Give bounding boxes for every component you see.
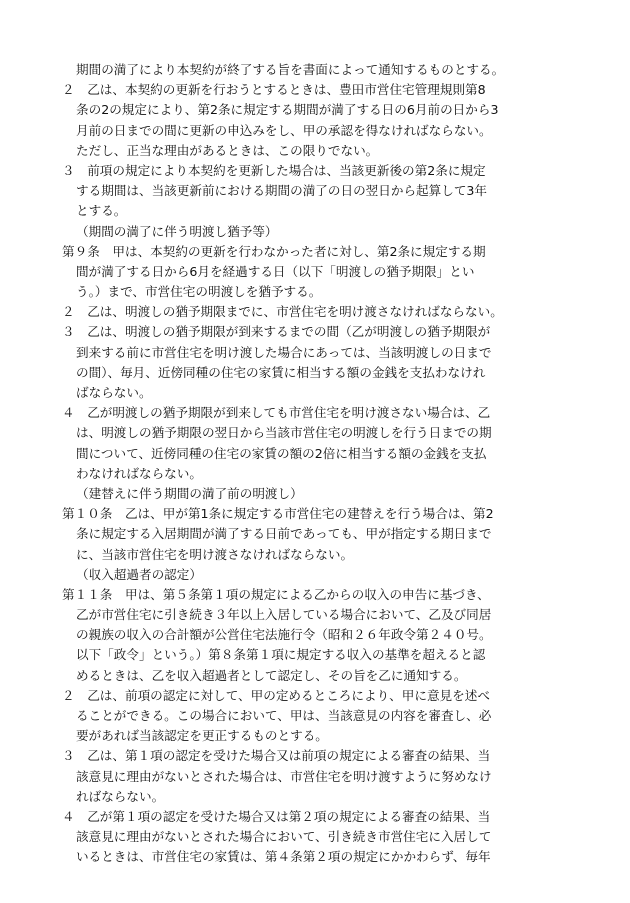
text-line: いるときは、市営住宅の家賃は、第４条第２項の規定にかかわらず、毎年 bbox=[76, 849, 491, 865]
text-line: 第１１条 甲は、第５条第１項の規定による乙からの収入の申告に基づき、 bbox=[62, 586, 490, 602]
text-line: 該意見に理由がないとされた場合は、市営住宅を明け渡すように努めなけ bbox=[76, 768, 492, 784]
text-line: う。）まで、市営住宅の明渡しを猶予する。 bbox=[76, 284, 322, 300]
text-line: 乙が市営住宅に引き続き３年以上入居している場合において、乙及び同居 bbox=[76, 607, 492, 623]
text-line: 月前の日までの間に更新の申込みをし、甲の承認を得なければならない。 bbox=[76, 122, 492, 138]
text-line: 期間の満了により本契約が終了する旨を書面によって通知するものとする。 bbox=[76, 62, 505, 77]
text-line: ればならない。 bbox=[76, 788, 165, 804]
text-line: めるときは、乙を収入超過者として認定し、その旨を乙に通知する。 bbox=[76, 667, 467, 683]
text-line: は、明渡しの猶予期限の翌日から当該市営住宅の明渡しを行う日までの期 bbox=[76, 425, 492, 441]
text-line: とする。 bbox=[76, 203, 127, 219]
text-line: ４ 乙が第１項の認定を受けた場合又は第２項の規定による審査の結果、当 bbox=[62, 808, 491, 824]
text-line: ２ 乙は、明渡しの猶予期限までに、市営住宅を明け渡さなければならない。 bbox=[62, 304, 503, 320]
text-line: 以下「政令」という。）第８条第１項に規定する収入の基準を超えると認 bbox=[76, 647, 486, 663]
text-line: 到来する前に市営住宅を明け渡した場合にあっては、当該明渡しの日まで bbox=[76, 344, 492, 360]
text-line: 第１０条 乙は、甲が第1条に規定する市営住宅の建替えを行う場合は、第2 bbox=[62, 506, 494, 522]
text-line: の親族の収入の合計額が公営住宅法施行令（昭和２６年政令第２４０号。 bbox=[76, 627, 492, 643]
text-line: ただし、正当な理由があるときは、この限りでない。 bbox=[76, 142, 379, 158]
text-line: 第９条 甲は、本契約の更新を行わなかった者に対し、第2条に規定する期 bbox=[62, 243, 486, 259]
text-line: ３ 前項の規定により本契約を更新した場合は、当該更新後の第2条に規定 bbox=[62, 162, 486, 178]
text-line: 条の2の規定により、第2条に規定する期間が満了する日の6月前の日から3 bbox=[76, 102, 499, 118]
text-line: に、当該市営住宅を明け渡さなければならない。 bbox=[76, 546, 354, 562]
text-line: 間について、近傍同種の住宅の家賃の額の2倍に相当する額の金銭を支払 bbox=[76, 445, 487, 461]
text-line: ２ 乙は、前項の認定に対して、甲の定めるところにより、甲に意見を述べ bbox=[62, 687, 490, 703]
article-caption: （期間の満了に伴う明渡し猶予等） bbox=[76, 223, 278, 239]
text-line: 間が満了する日から6月を経過する日（以下「明渡しの猶予期限」とい bbox=[76, 263, 475, 279]
document-body bbox=[62, 60, 586, 868]
article-caption: （建替えに伴う期間の満了前の明渡し） bbox=[76, 485, 303, 501]
text-line: わなければならない。 bbox=[76, 465, 202, 481]
text-line: する期間は、当該更新前における期間の満了の日の翌日から起算して3年 bbox=[76, 183, 488, 199]
text-line: ３ 乙は、明渡しの猶予期限が到来するまでの間（乙が明渡しの猶予期限が bbox=[62, 324, 491, 340]
text-line: 条に規定する入居期間が満了する日前であっても、甲が指定する期日まで bbox=[76, 526, 492, 542]
text-line: の間）、毎月、近傍同種の住宅の家賃に相当する額の金銭を支払わなけれ bbox=[76, 364, 486, 380]
text-line: ２ 乙は、本契約の更新を行おうとするときは、豊田市営住宅管理規則第8 bbox=[62, 82, 486, 98]
text-line: ることができる。この場合において、甲は、当該意見の内容を審査し、必 bbox=[76, 708, 492, 723]
article-caption: （収入超過者の認定） bbox=[76, 566, 202, 582]
text-line: 要があれば当該認定を更正するものとする。 bbox=[76, 728, 328, 744]
text-line: ４ 乙が明渡しの猶予期限が到来しても市営住宅を明け渡さない場合は、乙 bbox=[62, 405, 491, 421]
text-line: ばならない。 bbox=[76, 385, 152, 400]
text-line: ３ 乙は、第１項の認定を受けた場合又は前項の規定による審査の結果、当 bbox=[62, 748, 491, 764]
text-line: 該意見に理由がないとされた場合において、引き続き市営住宅に入居して bbox=[76, 829, 492, 845]
